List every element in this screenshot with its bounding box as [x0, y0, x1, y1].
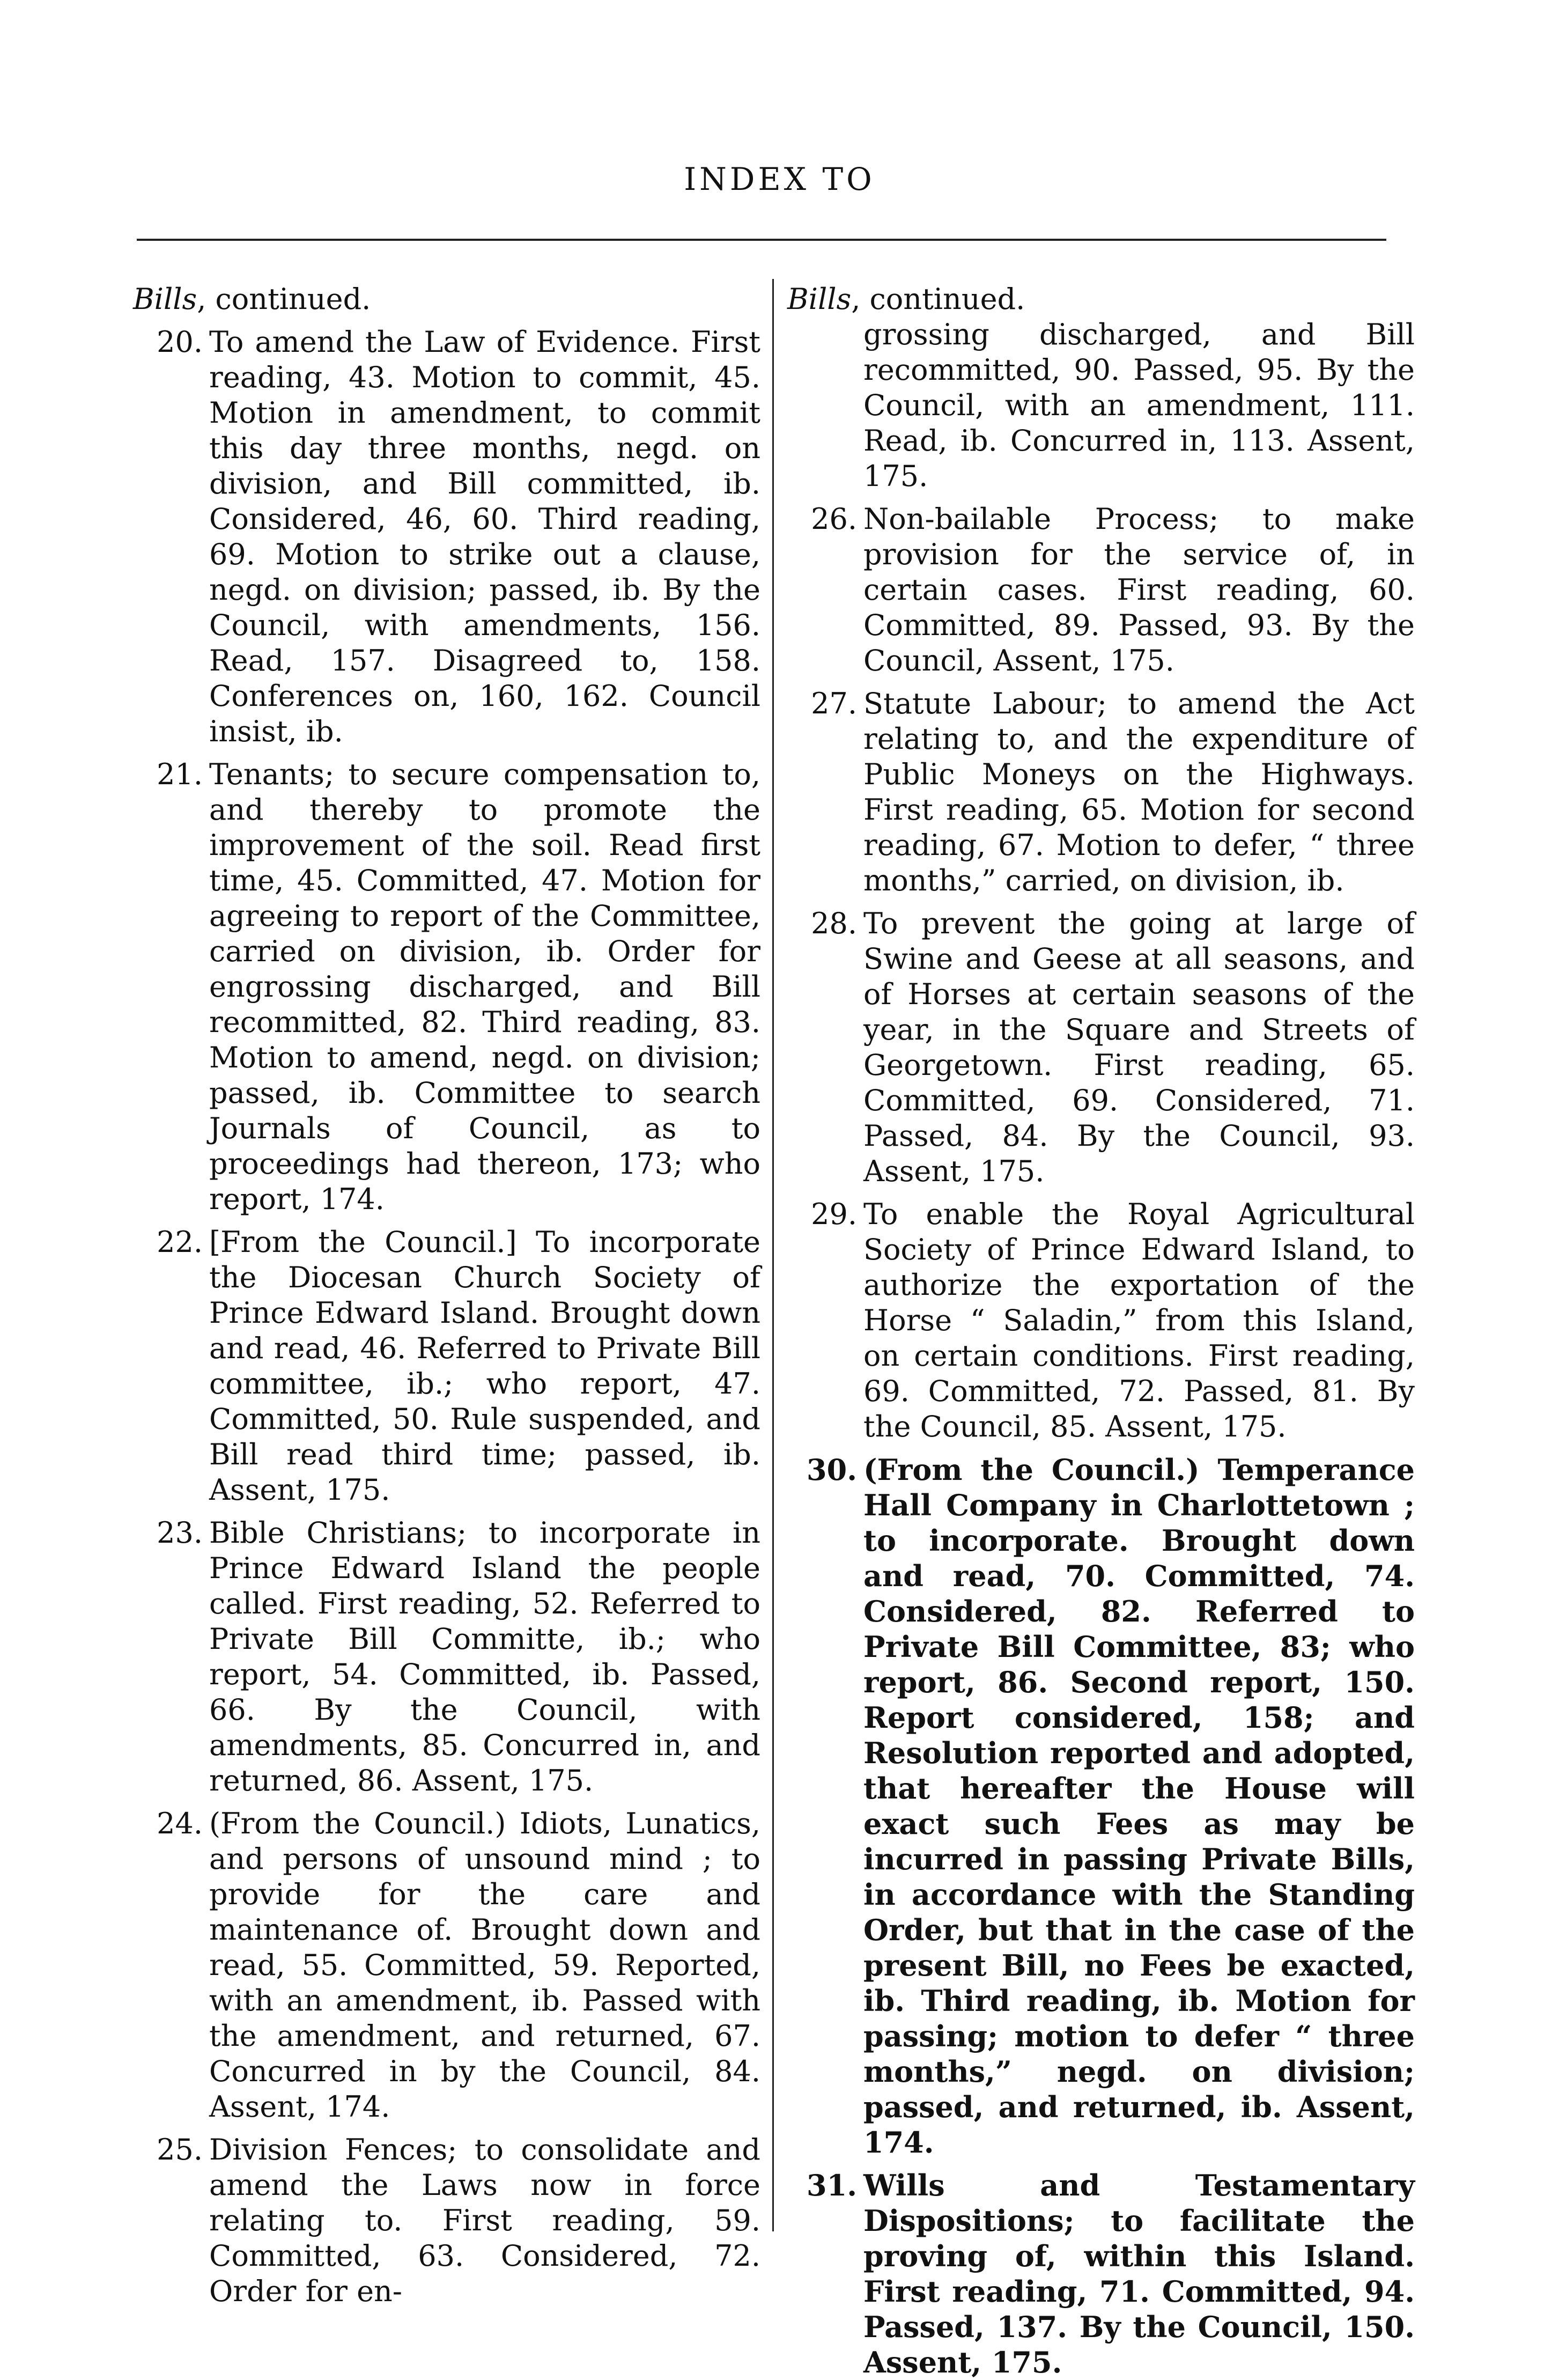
index-entry [133, 1515, 760, 1799]
continued-word: Bills [787, 282, 852, 316]
entry-text: Division Fences; to consolidate and amend the Laws now in force relating to. First reading, 59. Committed, 63. Considered, 72. Order for en- [209, 2133, 760, 2308]
index-entry [787, 502, 1415, 679]
right-column [787, 282, 1415, 2380]
index-entry [787, 2168, 1415, 2380]
carryover-text: grossing discharged, and Bill recommitted, 90. Passed, 95. By the Council, with an amendment, 111. Read, ib. Concurred in, 113. Assent, 175. [863, 318, 1415, 493]
index-entry [133, 1806, 760, 2125]
left-column [133, 282, 760, 2309]
index-entry [133, 325, 760, 749]
entry-text: (From the Council.) Temperance Hall Company in Charlottetown ; to incorporate. Brought down and read, 70. Committed, 74. Considered, 82. Referred to Private Bill Committee, 83; who report, 86. Second report, 150. Report considered, 158; and Resolution reported and adopted, that hereafter the House will exact such Fees as may be incurred in passing Private Bills, in accordance with the Standing Order, but that in the case of the present Bill, no Fees be exacted, ib. Third reading, ib. Motion for passing; motion to defer “ three months,” negd. on division; passed, and returned, ib. Assent, 174. [863, 1453, 1415, 2160]
continued-rest: , continued. [851, 282, 1025, 316]
entry-number: 21. [157, 757, 203, 791]
index-entry [787, 1197, 1415, 1445]
entry-number: 29. [811, 1197, 857, 1231]
entry-number: 28. [811, 907, 857, 940]
entry-number: 20. [157, 325, 203, 359]
entry-number: 25. [157, 2133, 203, 2167]
entry-text: To enable the Royal Agricultural Society of Prince Edward Island, to authorize the exportation of the Horse “ Saladin,” from this Island, on certain conditions. First reading, 69. Committed, 72. Passed, 81. By the Council, 85. Assent, 175. [863, 1197, 1415, 1443]
index-entry [787, 906, 1415, 1189]
header-rule [137, 239, 1386, 241]
entry-text: Tenants; to secure compensation to, and thereby to promote the improvement of the soil. Read first time, 45. Committed, 47. Motion for agreeing to report of the Committee, carried on division, ib. Order for engrossing discharged, and Bill recommitted, 82. Third reading, 83. Motion to amend, negd. on division; passed, ib. Committee to search Journals of Council, as to proceedings had thereon, 173; who report, 174. [209, 757, 760, 1216]
index-entry [787, 1452, 1415, 2160]
entry-text: To amend the Law of Evidence. First reading, 43. Motion to commit, 45. Motion in amendment, to commit this day three months, negd. on division, and Bill committed, ib. Considered, 46, 60. Third reading, 69. Motion to strike out a clause, negd. on division; passed, ib. By the Council, with amendments, 156. Read, 157. Disagreed to, 158. Conferences on, 160, 162. Council insist, ib. [209, 325, 760, 748]
entry-text: Non-bailable Process; to make provision for the service of, in certain cases. First reading, 60. Committed, 89. Passed, 93. By the Council, Assent, 175. [863, 502, 1415, 677]
entry-text: (From the Council.) Idiots, Lunatics, and persons of unsound mind ; to provide for the care and maintenance of. Brought down and read, 55. Committed, 59. Reported, with an amendment, ib. Passed with the amendment, and returned, 67. Concurred in by the Council, 84. Assent, 174. [209, 1807, 760, 2124]
entry-number: 27. [811, 687, 857, 720]
continued-rest: , continued. [197, 282, 371, 316]
entry-text: To prevent the going at large of Swine and Geese at all seasons, and of Horses at certain seasons of the year, in the Square and Streets of Georgetown. First reading, 65. Committed, 69. Considered, 71. Passed, 84. By the Council, 93. Assent, 175. [863, 907, 1415, 1188]
page-title: INDEX TO [684, 161, 875, 197]
entry-number: 23. [157, 1516, 203, 1550]
entry-number: 30. [807, 1453, 857, 1487]
entry-text: Bible Christians; to incorporate in Prince Edward Island the people called. First reading, 52. Referred to Private Bill Committe, ib.; who report, 54. Committed, ib. Passed, 66. By the Council, with amendments, 85. Concurred in, and returned, 86. Assent, 175. [209, 1516, 760, 1797]
entry-number: 24. [157, 1807, 203, 1840]
entry-text: [From the Council.] To incorporate the Diocesan Church Society of Prince Edward Island. Brought down and read, 46. Referred to Private Bill committee, ib.; who report, 47. Committed, 50. Rule suspended, and Bill read third time; passed, ib. Assent, 175. [209, 1225, 760, 1507]
entry-text: Statute Labour; to amend the Act relating to, and the expenditure of Public Moneys on the Highways. First reading, 65. Motion for second reading, 67. Motion to defer, “ three months,” carried, on division, ib. [863, 687, 1415, 897]
continued-heading [787, 282, 1415, 317]
column-divider [772, 279, 774, 2231]
index-entry [787, 686, 1415, 898]
index-entry [133, 757, 760, 1217]
index-entry [133, 2132, 760, 2309]
entry-text: Wills and Testamentary Dispositions; to facilitate the proving of, within this Island. First reading, 71. Committed, 94. Passed, 137. By the Council, 150. Assent, 175. [863, 2168, 1415, 2379]
entry-number: 31. [807, 2168, 857, 2202]
continued-heading [133, 282, 760, 317]
continued-word: Bills [133, 282, 197, 316]
entry-number: 26. [811, 502, 857, 536]
index-entry [133, 1225, 760, 1508]
entry-number: 22. [157, 1225, 203, 1259]
